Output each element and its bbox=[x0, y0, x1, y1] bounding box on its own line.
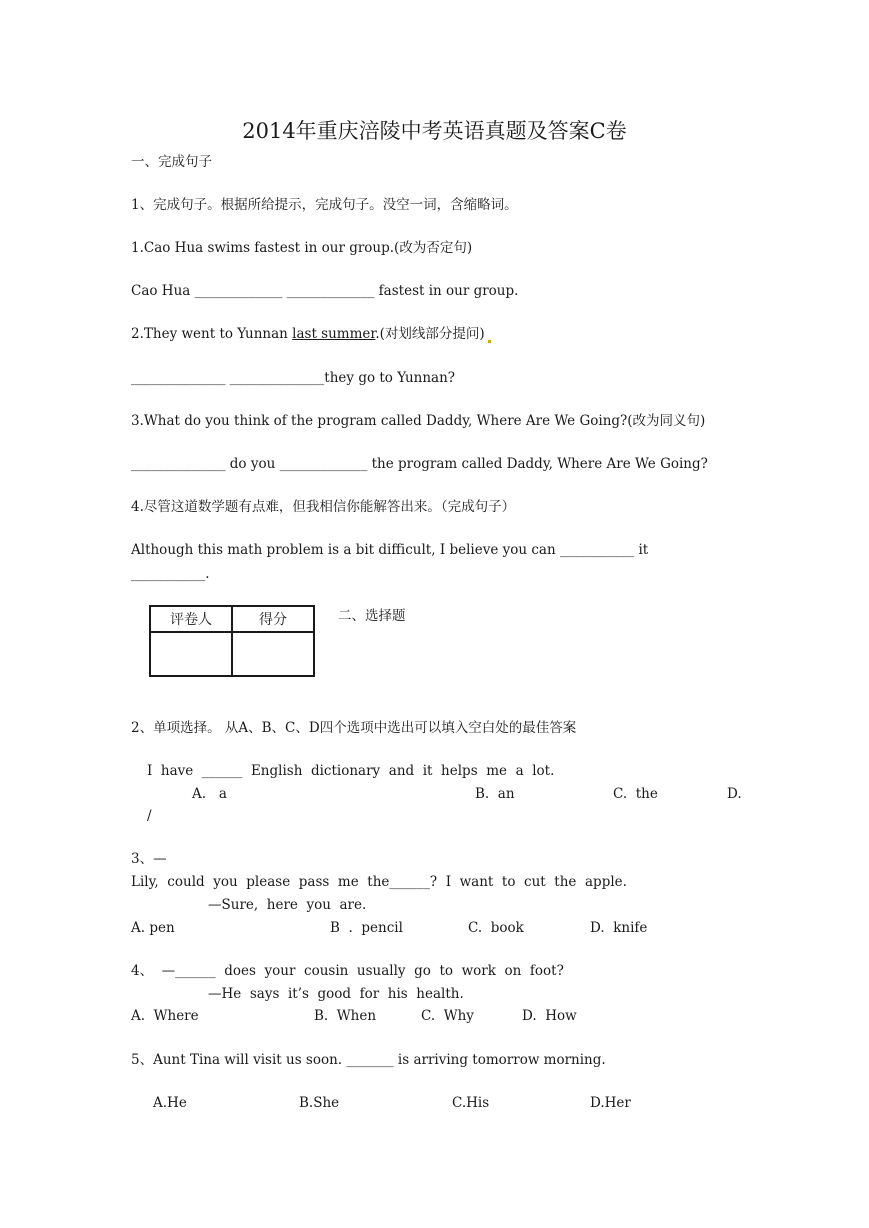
mc-question-2-option-d: D. bbox=[727, 786, 742, 802]
mc-question-3-stem: Lily, could you please pass me the______? I want to cut the apple. bbox=[131, 874, 627, 890]
score-table-score-cell bbox=[232, 632, 314, 676]
mc-question-2-option-b: B. an bbox=[475, 786, 515, 802]
mc-question-5-option-b: B.She bbox=[299, 1095, 340, 1111]
yellow-mark bbox=[488, 340, 491, 343]
question-2-answer-line: ______________ ______________they go to Yunnan? bbox=[131, 370, 456, 386]
mc-question-4-option-b: B. When bbox=[314, 1008, 377, 1024]
instruction-1: 1、完成句子。根据所给提示，完成句子。没空一词，含缩略词。 bbox=[131, 197, 518, 213]
mc-question-2-option-a: A. a bbox=[192, 786, 227, 802]
mc-question-2-stem: I have ______ English dictionary and it helps me a lot. bbox=[147, 763, 555, 779]
mc-question-2-option-c: C. the bbox=[613, 786, 658, 802]
score-table-grader-header: 评卷人 bbox=[150, 606, 232, 632]
section-heading-1: 一、完成句子 bbox=[131, 154, 212, 170]
mc-question-3-option-a: A. pen bbox=[131, 920, 175, 936]
mc-question-5-stem: 5、Aunt Tina will visit us soon. _______ is arriving tomorrow morning. bbox=[131, 1052, 606, 1068]
mc-question-4-option-c: C. Why bbox=[421, 1008, 474, 1024]
mc-question-4-option-a: A. Where bbox=[131, 1008, 199, 1024]
question-4-answer-line-1: Although this math problem is a bit difficult, I believe you can ___________ it bbox=[131, 542, 649, 558]
question-3: 3.What do you think of the program called Daddy, Where Are We Going?(改为同义句) bbox=[131, 413, 706, 429]
question-2-prefix: 2.They went to Yunnan bbox=[131, 326, 293, 342]
question-4: 4.尽管这道数学题有点难，但我相信你能解答出来。（完成句子） bbox=[131, 499, 516, 515]
score-table-score-header: 得分 bbox=[232, 606, 314, 632]
question-2-suffix: .(对划线部分提问) bbox=[375, 326, 485, 342]
mc-question-4-stem: 4、 —______ does your cousin usually go to work on foot? bbox=[131, 963, 564, 979]
section-heading-2: 二、选择题 bbox=[338, 608, 406, 624]
mc-question-3-option-c: C. book bbox=[468, 920, 524, 936]
instruction-2: 2、单项选择。 从A、B、C、D四个选项中选出可以填入空白处的最佳答案 bbox=[131, 720, 577, 736]
mc-question-3-option-d: D. knife bbox=[590, 920, 648, 936]
question-1-answer-line: Cao Hua _____________ _____________ fastest in our group. bbox=[131, 283, 519, 299]
question-2 bbox=[131, 325, 491, 343]
mc-question-3-reply: —Sure, here you are. bbox=[208, 897, 367, 913]
mc-question-3-number: 3、— bbox=[131, 851, 167, 867]
question-1: 1.Cao Hua swims fastest in our group.(改为否定句) bbox=[131, 240, 473, 256]
question-3-answer-line: ______________ do you _____________ the program called Daddy, Where Are We Going? bbox=[131, 456, 708, 472]
mc-question-4-option-d: D. How bbox=[522, 1008, 577, 1024]
score-table bbox=[149, 605, 315, 677]
page-title: 2014年重庆涪陵中考英语真题及答案C卷 bbox=[242, 119, 627, 143]
mc-question-5-option-d: D.Her bbox=[590, 1095, 631, 1111]
mc-question-5-option-c: C.His bbox=[452, 1095, 490, 1111]
mc-question-2-option-d-value: / bbox=[147, 808, 152, 824]
mc-question-5-option-a: A.He bbox=[153, 1095, 187, 1111]
score-table-grader-cell bbox=[150, 632, 232, 676]
question-2-underlined-phrase: last summer bbox=[292, 326, 376, 342]
question-4-answer-line-2: ___________. bbox=[131, 566, 210, 582]
mc-question-3-option-b: B . pencil bbox=[330, 920, 403, 936]
mc-question-4-reply: —He says it’s good for his health. bbox=[208, 986, 464, 1002]
